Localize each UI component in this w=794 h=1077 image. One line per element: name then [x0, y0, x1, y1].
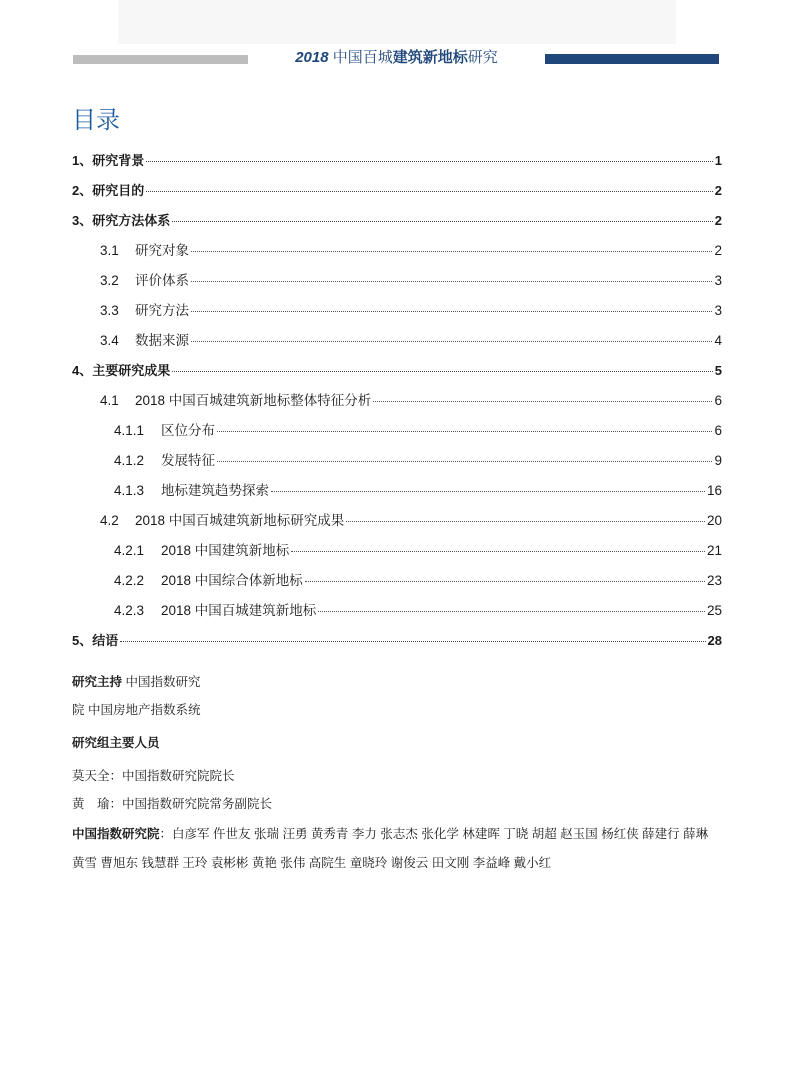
toc-entry-title: 2018 中国百城建筑新地标研究成果 [135, 513, 345, 528]
leader-name: 黄 瑜 [72, 797, 110, 811]
toc-entry-page: 3 [714, 303, 722, 318]
header-year: 2018 [295, 49, 329, 66]
toc-leader-dots [271, 479, 705, 492]
toc-entry-title: 2018 中国百城建筑新地标 [161, 603, 317, 618]
toc-entry-page: 20 [706, 513, 722, 528]
toc-entry[interactable] [72, 296, 722, 326]
host-label: 研究主持 [72, 675, 123, 689]
toc-entry-number: 4.2 [100, 513, 119, 528]
toc-entry[interactable] [72, 266, 722, 296]
header-grey-bar [73, 55, 248, 64]
toc-entry[interactable] [72, 596, 722, 626]
members-sep: ： [159, 827, 173, 841]
toc-leader-dots [217, 419, 712, 432]
toc-entry-page: 23 [706, 573, 722, 588]
toc-entry-title: 研究目的 [92, 183, 145, 198]
header-blue-bar [545, 54, 719, 64]
toc-heading: 目录 [72, 107, 120, 134]
host-line-cont [72, 699, 722, 721]
toc-leader-dots [291, 539, 705, 552]
toc-entry-number: 4.1.2 [114, 453, 145, 468]
header-title-bold: 建筑新地标 [392, 49, 468, 66]
toc-entry-number: 3.3 [100, 303, 119, 318]
toc-entry-title: 评价体系 [135, 273, 189, 288]
toc-leader-dots [146, 179, 713, 192]
toc-entry-page: 6 [714, 393, 722, 408]
toc-entry[interactable] [72, 566, 722, 596]
toc-entry[interactable] [72, 416, 722, 446]
toc-leader-dots [346, 509, 705, 522]
toc-entry-page: 2 [714, 213, 722, 228]
toc-entry[interactable] [72, 146, 722, 176]
toc-entry-page: 3 [714, 273, 722, 288]
toc-entry-title: 数据来源 [135, 333, 189, 348]
toc-entry-number: 3.4 [100, 333, 119, 348]
leader-row [72, 793, 722, 815]
toc-entry-number: 4.1.3 [114, 483, 145, 498]
toc-leader-dots [191, 329, 712, 342]
toc-entry-number: 3、 [72, 213, 93, 228]
toc-entry[interactable] [72, 476, 722, 506]
toc-entry-number: 4.2.1 [114, 543, 145, 558]
toc-entry[interactable] [72, 536, 722, 566]
toc-entry-title: 主要研究成果 [92, 363, 171, 378]
toc-entry[interactable] [72, 356, 722, 386]
toc-entry-title: 发展特征 [161, 453, 215, 468]
toc-entry[interactable] [72, 236, 722, 266]
toc-entry[interactable] [72, 626, 722, 656]
toc-entry-number: 3.2 [100, 273, 119, 288]
toc-entry-title: 2018 中国建筑新地标 [161, 543, 290, 558]
toc-entry[interactable] [72, 206, 722, 236]
host-value-cont: 院 中国房地产指数系统 [72, 703, 201, 717]
toc-entry-page: 28 [707, 633, 722, 648]
header-title-post: 研究 [467, 49, 498, 66]
toc-entry-page: 2 [714, 243, 722, 258]
toc-entry-number: 3.1 [100, 243, 119, 258]
members-names: 白彦军 仵世友 张瑞 汪勇 黄秀青 李力 张志杰 张化学 林建晖 丁晓 胡超 赵玉国 杨红侠 薛建行 薛琳 黄雪 曹旭东 钱慧群 王玲 袁彬彬 黄艳 张伟 高院生 童晓玲 谢俊云 田文刚 李益峰 戴小红 [72, 827, 709, 870]
toc-leader-dots [120, 629, 705, 642]
toc-entry[interactable] [72, 176, 722, 206]
host-value: 中国指数研究 [125, 675, 201, 689]
toc-leader-dots [191, 239, 712, 252]
toc-entry-page: 5 [714, 363, 722, 378]
leader-row [72, 765, 722, 787]
toc-entry-number: 4、 [72, 363, 93, 378]
toc-entry-number: 5、 [72, 633, 93, 648]
toc-entry-page: 2 [714, 183, 722, 198]
toc-entry-title: 区位分布 [161, 423, 215, 438]
toc-entry-page: 21 [706, 543, 722, 558]
toc-entry[interactable] [72, 386, 722, 416]
toc-entry-title: 2018 中国百城建筑新地标整体特征分析 [135, 393, 372, 408]
top-band [118, 0, 676, 44]
running-header-title [248, 48, 545, 68]
members-list [72, 820, 722, 878]
header-title-pre: 中国百城 [328, 49, 393, 66]
toc-entry-title: 研究方法体系 [92, 213, 171, 228]
members-label: 中国指数研究院 [72, 827, 160, 841]
table-of-contents [72, 146, 722, 656]
toc-leader-dots [191, 269, 712, 282]
toc-entry-page: 6 [714, 423, 722, 438]
toc-leader-dots [373, 389, 712, 402]
toc-entry-number: 1、 [72, 153, 93, 168]
leader-name: 莫天全 [72, 769, 110, 783]
toc-entry-title: 研究对象 [135, 243, 189, 258]
toc-leader-dots [191, 299, 712, 312]
toc-entry-title: 结语 [92, 633, 119, 648]
toc-leader-dots [172, 209, 713, 222]
toc-entry-page: 25 [706, 603, 722, 618]
toc-entry-number: 2、 [72, 183, 93, 198]
toc-entry[interactable] [72, 446, 722, 476]
toc-entry-page: 9 [714, 453, 722, 468]
toc-leader-dots [172, 359, 713, 372]
credits-section [72, 671, 722, 878]
toc-leader-dots [318, 599, 705, 612]
toc-leader-dots [217, 449, 712, 462]
toc-leader-dots [305, 569, 705, 582]
host-line [72, 671, 722, 693]
toc-entry-number: 4.2.2 [114, 573, 145, 588]
toc-entry-number: 4.2.3 [114, 603, 145, 618]
toc-entry-number: 4.1.1 [114, 423, 145, 438]
toc-entry[interactable] [72, 326, 722, 356]
leader-role: ：中国指数研究院院长 [109, 769, 235, 783]
toc-entry-page: 16 [706, 483, 722, 498]
team-label: 研究组主要人员 [72, 736, 160, 750]
toc-entry-page: 1 [714, 153, 722, 168]
toc-entry-number: 4.1 [100, 393, 119, 408]
leader-role: ：中国指数研究院常务副院长 [109, 797, 273, 811]
toc-entry-title: 研究方法 [135, 303, 189, 318]
toc-leader-dots [146, 149, 713, 162]
toc-entry-title: 研究背景 [92, 153, 145, 168]
toc-entry-title: 地标建筑趋势探索 [161, 483, 269, 498]
toc-entry-page: 4 [714, 333, 722, 348]
toc-entry-title: 2018 中国综合体新地标 [161, 573, 303, 588]
toc-entry[interactable] [72, 506, 722, 536]
